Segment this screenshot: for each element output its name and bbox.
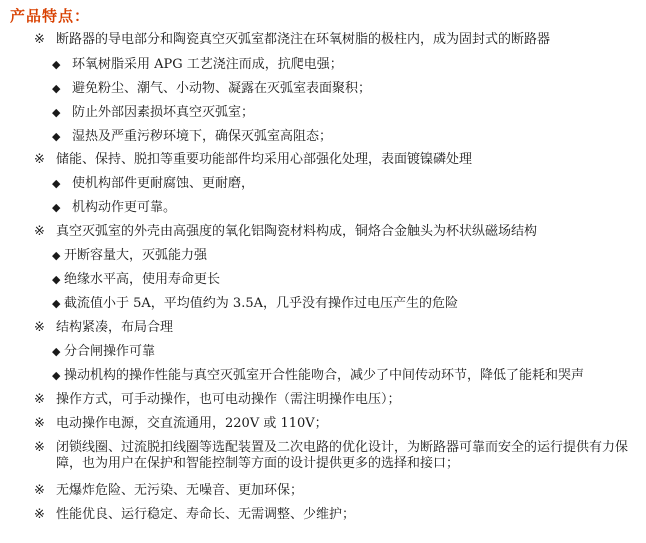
list-item: [52, 368, 584, 384]
list-item: [52, 105, 254, 121]
list-item: [34, 440, 634, 472]
reference-mark-icon: ※: [34, 32, 45, 47]
diamond-bullet-icon: ◆: [52, 201, 61, 214]
list-item: [52, 176, 254, 192]
item-text: 储能、保持、脱扣等重要功能部件均采用心部强化处理，表面镀镍磷处理: [56, 152, 473, 167]
list-item: [52, 81, 371, 97]
diamond-bullet-icon: ◆: [52, 345, 61, 358]
reference-mark-icon: ※: [34, 152, 45, 167]
item-text: 湿热及严重污秽环境下，确保灭弧室高阻态；: [72, 129, 333, 144]
list-item: [52, 57, 343, 73]
diamond-bullet-icon: ◆: [52, 106, 61, 119]
item-text: 截流值小于 5A，平均值约为 3.5A，几乎没有操作过电压产生的危险: [64, 296, 458, 311]
item-text: 性能优良、运行稳定、寿命长、无需调整、少维护；: [56, 507, 356, 522]
list-item: [34, 224, 537, 240]
reference-mark-icon: ※: [34, 416, 45, 431]
list-item: [52, 200, 176, 216]
item-text: 无爆炸危险、无污染、无噪音、更加环保；: [56, 483, 304, 498]
reference-mark-icon: ※: [34, 440, 45, 455]
item-text: 绝缘水平高，使用寿命更长: [64, 272, 221, 287]
diamond-bullet-icon: ◆: [52, 130, 61, 143]
item-text: 机构动作更可靠。: [72, 200, 177, 215]
diamond-bullet-icon: ◆: [52, 58, 61, 71]
item-text: 断路器的导电部分和陶瓷真空灭弧室都浇注在环氧树脂的极柱内，成为固封式的断路器: [56, 32, 551, 47]
list-item: [34, 32, 550, 48]
list-item: [52, 296, 458, 312]
item-text: 电动操作电源，交直流通用，220V 或 110V；: [56, 416, 328, 431]
reference-mark-icon: ※: [34, 320, 45, 335]
reference-mark-icon: ※: [34, 483, 45, 498]
list-item: [52, 344, 155, 360]
item-text: 真空灭弧室的外壳由高强度的氧化铝陶瓷材料构成，铜烙合金触头为杯状纵磁场结构: [56, 224, 538, 239]
item-text: 防止外部因素损坏真空灭弧室；: [72, 105, 255, 120]
list-item: [34, 392, 401, 408]
page-title: 产品特点：: [10, 7, 91, 25]
item-text: 环氧树脂采用 APG 工艺浇注而成，抗爬电强；: [72, 57, 343, 72]
list-item: [34, 483, 303, 499]
diamond-bullet-icon: ◆: [52, 273, 61, 286]
reference-mark-icon: ※: [34, 224, 45, 239]
diamond-bullet-icon: ◆: [52, 82, 61, 95]
list-item: [34, 416, 328, 432]
list-item: [34, 507, 355, 523]
diamond-bullet-icon: ◆: [52, 369, 61, 382]
item-text: 开断容量大，灭弧能力强: [64, 248, 208, 263]
item-text: 操动机构的操作性能与真空灭弧室开合性能吻合，减少了中间传动环节，降低了能耗和哭声: [64, 368, 585, 383]
list-item: [34, 152, 472, 168]
item-text: 使机构部件更耐腐蚀、更耐磨，: [72, 176, 255, 191]
item-text: 避免粉尘、潮气、小动物、凝露在灭弧室表面聚积；: [72, 81, 372, 96]
reference-mark-icon: ※: [34, 392, 45, 407]
list-item: [52, 272, 220, 288]
item-text: 分合闸操作可靠: [64, 344, 156, 359]
diamond-bullet-icon: ◆: [52, 249, 61, 262]
reference-mark-icon: ※: [34, 507, 45, 522]
item-text: 操作方式，可手动操作，也可电动操作（需注明操作电压）；: [56, 392, 401, 407]
list-item: [52, 248, 207, 264]
list-item: [34, 320, 173, 336]
list-item: [52, 129, 332, 145]
diamond-bullet-icon: ◆: [52, 177, 61, 190]
item-text: 闭锁线圈、过流脱扣线圈等选配装置及二次电路的优化设计，为断路器可靠而安全的运行提供有力保障，也为用户在保护和智能控制等方面的设计提供更多的选择和接口；: [56, 440, 629, 471]
diamond-bullet-icon: ◆: [52, 297, 61, 310]
item-text: 结构紧凑，布局合理: [56, 320, 174, 335]
